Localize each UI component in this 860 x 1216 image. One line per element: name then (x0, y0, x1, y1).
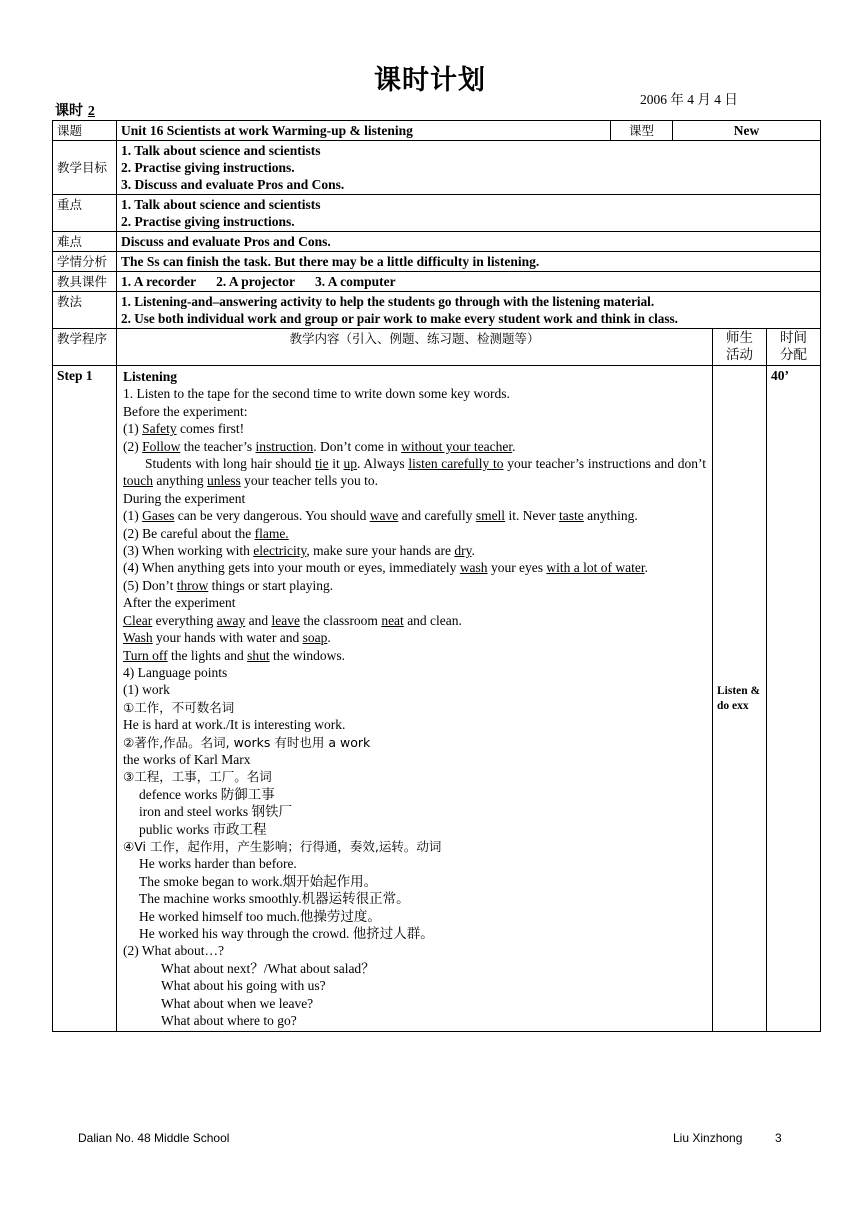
goals-value (117, 141, 821, 195)
step-label: Step 1 (53, 366, 117, 1032)
table-row-procedure-header (53, 329, 821, 366)
content-line: Students with long hair should tie it up. Always listen carefully to your teacher’s instructions and don’t touch anything unless your teacher tells you to. (123, 456, 707, 489)
table-row-analysis (53, 252, 821, 272)
table-row-method (53, 292, 821, 329)
goals-label: 教学目标 (53, 141, 117, 195)
table-row-topic (53, 121, 821, 141)
time-value: 40’ (767, 366, 821, 1032)
topic-value: Unit 16 Scientists at work Warming-up & listening (117, 121, 611, 141)
lesson-label: 课时 (55, 103, 83, 119)
content-line: (5) Don’t throw things or start playing. (123, 577, 334, 593)
content-line: (1) Gases can be very dangerous. You should wave and carefully smell it. Never taste anything. (123, 508, 638, 524)
content-line: (2) What about…? (123, 943, 224, 959)
content-line: (2) Follow the teacher’s instruction. Don’t come in without your teacher. (123, 438, 516, 454)
table-row-difficulty (53, 232, 821, 252)
content-line: (2) Be careful about the flame. (123, 525, 289, 541)
content-line: iron and steel works 钢铁厂 (139, 804, 292, 820)
lesson-plan-table (52, 120, 821, 1032)
content-line: (3) When working with electricity, make sure your hands are dry. (123, 543, 475, 559)
content-header: 教学内容（引入、例题、练习题、检测题等） (117, 329, 713, 366)
content-line: ②著作,作品。名词, works 有时也用 a work (123, 734, 371, 750)
content-line: ①工作，不可数名词 (123, 699, 235, 715)
content-line: Wash your hands with water and soap. (123, 630, 331, 646)
difficulty-value: Discuss and evaluate Pros and Cons. (117, 232, 821, 252)
content-line: The smoke began to work.烟开始起作用。 (139, 873, 378, 889)
key-item: 2. Practise giving instructions. (121, 214, 295, 229)
difficulty-label: 难点 (53, 232, 117, 252)
content-line: After the experiment (123, 595, 236, 611)
table-row-key (53, 195, 821, 232)
content-line: What about his going with us? (161, 978, 326, 994)
page-title: 课时计划 (374, 65, 486, 96)
content-heading: Listening (123, 369, 178, 384)
activity-value: Listen & do exx (713, 366, 767, 1032)
goal-item: 2. Practise giving instructions. (121, 160, 295, 175)
content-line: He works harder than before. (139, 856, 297, 872)
content-line: public works 市政工程 (139, 821, 267, 837)
lesson-number (55, 100, 95, 120)
goal-item: 3. Discuss and evaluate Pros and Cons. (121, 177, 345, 192)
analysis-label: 学情分析 (53, 252, 117, 272)
key-value (117, 195, 821, 232)
lesson-value: 2 (87, 104, 95, 119)
content-line: During the experiment (123, 490, 246, 506)
content-line: defence works 防御工事 (139, 786, 275, 802)
content-line: Clear everything away and leave the classroom neat and clean. (123, 612, 462, 628)
tools-label: 教具课件 (53, 272, 117, 292)
type-value: New (673, 121, 821, 141)
step-content (117, 366, 713, 1032)
content-line: ④Vi 工作，起作用，产生影响；行得通，奏效,运转。动词 (123, 838, 442, 854)
content-line: the works of Karl Marx (123, 751, 251, 767)
tools-value: 1. A recorder 2. A projector 3. A computer (117, 272, 821, 292)
method-item: 2. Use both individual work and group or pair work to make every student work and think in class. (121, 311, 678, 326)
content-line: He is hard at work./It is interesting work. (123, 717, 346, 733)
activity-header: 师生 活动 (713, 329, 767, 366)
content-line: He worked his way through the crowd. 他挤过人群。 (139, 926, 434, 941)
analysis-value: The Ss can finish the task. But there may be a little difficulty in listening. (117, 252, 821, 272)
type-label: 课型 (611, 121, 673, 141)
content-line: Before the experiment: (123, 403, 248, 419)
method-label: 教法 (53, 292, 117, 329)
key-item: 1. Talk about science and scientists (121, 197, 321, 212)
content-line: What about when we leave? (161, 995, 314, 1011)
page-number: 3 (775, 1131, 782, 1145)
content-line: What about where to go? (161, 1013, 297, 1029)
content-line: ③工程，工事，工厂。名词 (123, 769, 272, 785)
table-row-tools (53, 272, 821, 292)
content-line: 1. Listen to the tape for the second time to write down some key words. (123, 386, 510, 402)
content-line: (1) work (123, 682, 170, 698)
time-header: 时间 分配 (767, 329, 821, 366)
procedure-label: 教学程序 (53, 329, 117, 366)
content-line: (1) Safety comes first! (123, 421, 245, 437)
content-line: (4) When anything gets into your mouth or eyes, immediately wash your eyes with a lot of water. (123, 560, 649, 576)
table-row-step-1 (53, 366, 821, 1032)
table-row-goals (53, 141, 821, 195)
method-item: 1. Listening-and–answering activity to help the students go through with the listening material. (121, 294, 655, 309)
content-line: The machine works smoothly.机器运转很正常。 (139, 891, 410, 907)
footer-author: Liu Xinzhong (673, 1131, 743, 1145)
content-line: 4) Language points (123, 664, 228, 680)
content-line: He worked himself too much.他操劳过度。 (139, 908, 381, 924)
plan-date: 2006 年 4 月 4 日 (640, 92, 738, 107)
content-line: What about next？/What about salad？ (161, 960, 375, 976)
key-label: 重点 (53, 195, 117, 232)
topic-label: 课题 (53, 121, 117, 141)
goal-item: 1. Talk about science and scientists (121, 143, 321, 158)
footer-school: Dalian No. 48 Middle School (78, 1131, 230, 1145)
content-line: Turn off the lights and shut the windows. (123, 647, 346, 663)
method-value (117, 292, 821, 329)
